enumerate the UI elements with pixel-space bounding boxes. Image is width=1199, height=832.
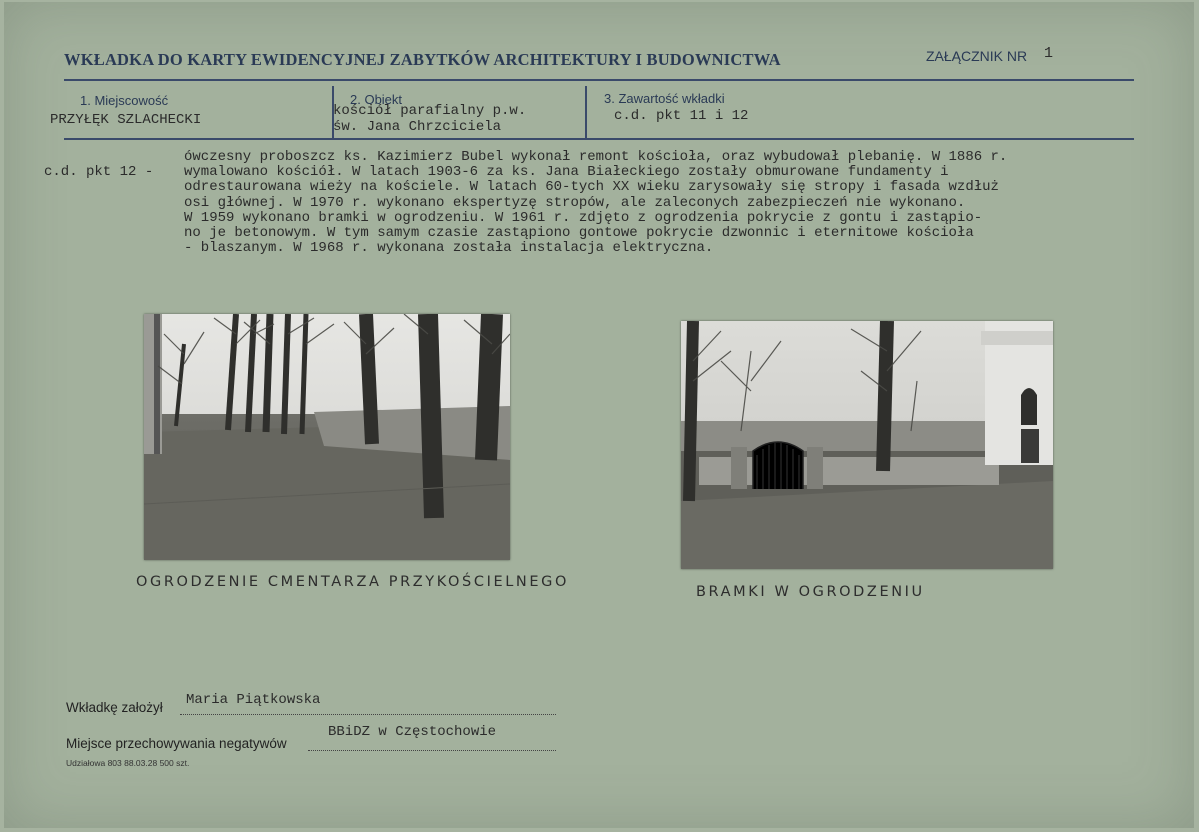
history-line: odrestaurowana wieży na kościele. W latach 60-tych XX wieku zarysowały się stropy i fasada wzdłuż	[184, 179, 999, 196]
photo-fence-gates-image	[681, 321, 1053, 569]
print-note: Udziałowa 803 88.03.28 500 szt.	[66, 758, 190, 768]
photo-caption-cemetery-wall: OGRODZENIE CMENTARZA PRZYKOŚCIELNEGO	[136, 574, 569, 590]
form-title: WKŁADKA DO KARTY EWIDENCYJNEJ ZABYTKÓW ARCHITEKTURY I BUDOWNICTWA	[64, 50, 781, 69]
object-value-line1: kościół parafialny p.w.	[333, 103, 527, 119]
history-line: - blaszanym. W 1968 r. wykonana została instalacja elektryczna.	[184, 240, 714, 257]
storage-label: Miejsce przechowywania negatywów	[66, 736, 287, 751]
photo-fence-gates	[681, 321, 1053, 569]
annex-number: 1	[1044, 45, 1054, 62]
record-sheet	[4, 2, 1194, 828]
object-value-line2: św. Jana Chrzciciela	[333, 119, 502, 135]
history-lines	[184, 150, 1007, 256]
photo-cemetery-wall	[144, 314, 510, 560]
founder-value: Maria Piątkowska	[186, 692, 321, 708]
locality-label: 1. Miejscowość	[80, 93, 169, 108]
founder-label: Wkładkę założył	[66, 700, 163, 715]
object-label: 2. Obiekt	[350, 92, 403, 107]
history-line: ówczesny proboszcz ks. Kazimierz Bubel wykonał remont kościoła, oraz wybudował plebanię. W 1886 r.	[184, 149, 1008, 165]
photo-caption-fence-gates: BRAMKI W OGRODZENIU	[696, 584, 925, 600]
field-divider-2	[585, 86, 587, 138]
contents-value: c.d. pkt 11 i 12	[614, 108, 749, 124]
history-lead: c.d. pkt 12 -	[44, 164, 154, 180]
photo-cemetery-wall-image	[144, 314, 510, 560]
storage-dotline	[308, 750, 556, 751]
storage-value: BBiDZ w Częstochowie	[328, 724, 497, 740]
history-line: W 1959 wykonano bramki w ogrodzeniu. W 1961 r. zdjęto z ogrodzenia pokrycie z gontu i zastąpio-	[184, 209, 983, 226]
annex-label: ZAŁĄCZNIK NR	[926, 48, 1028, 64]
locality-value: PRZYŁĘK SZLACHECKI	[50, 112, 202, 128]
history-line: no je betonowym. W tym samym czasie zastąpiono gontowe pokrycie dzwonnic i eternitowe kościoła	[184, 225, 974, 242]
header-rule-top	[64, 79, 1134, 81]
founder-dotline	[180, 714, 556, 715]
contents-label: 3. Zawartość wkładki	[604, 91, 725, 106]
history-line: osi głównej. W 1970 r. wykonano ekspertyzę stropów, ale zaleconych zabezpieczeń nie wykonano.	[184, 194, 966, 211]
history-line: wymalowano kościół. W latach 1903-6 za ks. Jana Białeckiego zostały obmurowane fundamenty i	[184, 164, 949, 181]
header-rule-bottom	[64, 138, 1134, 140]
